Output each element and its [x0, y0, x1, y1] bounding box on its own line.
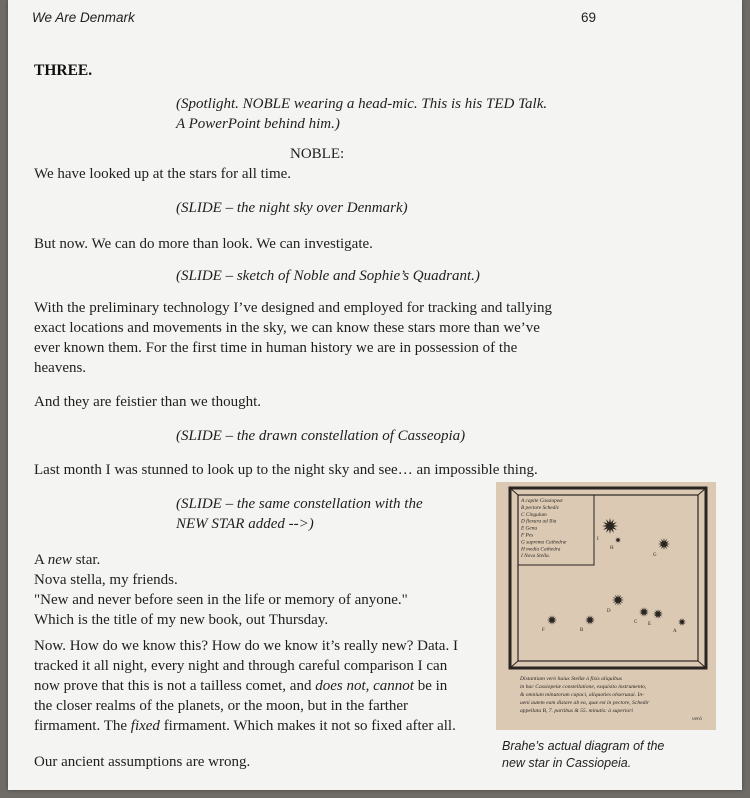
- dialogue-line: Nova stella, my friends.: [34, 572, 178, 588]
- star-c: [634, 607, 652, 627]
- legend-line: C Cingulum: [521, 511, 547, 518]
- star-a: [673, 618, 686, 634]
- dialogue-paragraph: [34, 550, 484, 630]
- star-letter: D: [607, 609, 611, 614]
- figure-caption: [502, 738, 702, 772]
- latin-line: Distantiam verò huius Stellæ à fixis aliquibus: [520, 676, 622, 682]
- stage-direction-slide-sky: (SLIDE – the night sky over Denmark): [176, 200, 408, 216]
- dialogue-line: the closer realms of the planets, or the moon, but in the farther: [34, 698, 409, 714]
- dialogue-paragraph: But now. We can do more than look. We can investigate.: [34, 236, 373, 252]
- legend-line: D flexura ad Ilia: [521, 518, 557, 525]
- dialogue-line: Now. How do we know this? How do we know it’s really new? Data. I: [34, 638, 458, 654]
- star-mark: [658, 538, 670, 550]
- dialogue-text: star.: [71, 552, 101, 568]
- dialogue-line: Which is the title of my new book, out Thursday.: [34, 612, 329, 628]
- legend-line: H media Cathedra: [521, 546, 561, 553]
- dialogue-paragraph: Last month I was stunned to look up to the night sky and see… an impossible thing.: [34, 462, 538, 478]
- star-g: [653, 538, 670, 558]
- dialogue-paragraph: We have looked up at the stars for all time.: [34, 166, 292, 182]
- star-letter: B: [580, 628, 584, 633]
- dialogue-line: ever known them. For the first time in human history we are in possession of the: [34, 340, 518, 356]
- star-e: [648, 609, 663, 627]
- legend-line: B pectore Schedir.: [521, 504, 560, 511]
- dialogue-line: exact locations and movements in the sky, we can know these stars more than we’ve: [34, 320, 540, 336]
- dialogue-paragraph: [34, 636, 494, 736]
- star-letter: H: [610, 546, 614, 551]
- dialogue-paragraph: And they are feistier than we thought.: [34, 394, 262, 410]
- legend-line: F Pes: [521, 532, 534, 539]
- script-page: [8, 0, 742, 790]
- stage-direction-slide-quadrant: (SLIDE – sketch of Noble and Sophie’s Quadrant.): [176, 268, 480, 284]
- stage-direction-spotlight: [176, 94, 596, 134]
- stage-direction-line: (SLIDE – the same constellation with the: [176, 496, 423, 512]
- stage-direction-line: A PowerPoint behind him.): [176, 116, 340, 132]
- emphasis-new: new: [47, 552, 72, 568]
- star-letter: A: [673, 629, 677, 634]
- page-header: We Are Denmark: [32, 10, 135, 25]
- star-h: [610, 537, 621, 551]
- star-letter: C: [634, 620, 638, 625]
- brahe-diagram: [496, 482, 716, 730]
- star-mark: [612, 594, 624, 606]
- emphasis-does-not: does not, cannot: [315, 678, 414, 694]
- emphasis-fixed: fixed: [130, 718, 160, 734]
- dialogue-paragraph: Our ancient assumptions are wrong.: [34, 754, 251, 770]
- brahe-diagram-image: [496, 482, 716, 730]
- star-i: [597, 518, 618, 542]
- latin-text: [519, 675, 702, 722]
- dialogue-text: firmament. The: [34, 718, 131, 734]
- star-letter: I: [597, 537, 599, 542]
- character-name: NOBLE:: [290, 146, 345, 162]
- stage-direction-line: (Spotlight. NOBLE wearing a head-mic. This is his TED Talk.: [176, 96, 548, 112]
- dialogue-text: A: [34, 552, 48, 568]
- dialogue-line: heavens.: [34, 360, 87, 376]
- dialogue-paragraph: [34, 298, 634, 378]
- star-field: [542, 518, 686, 634]
- star-mark: [653, 609, 663, 619]
- star-letter: E: [648, 622, 652, 627]
- latin-line: & omnium minutorum capaci, aliquoties obseruaui. In-: [520, 692, 644, 698]
- star-mark: [615, 537, 621, 543]
- section-heading: THREE.: [34, 62, 93, 79]
- legend-text: [520, 498, 567, 559]
- star-letter: F: [542, 628, 545, 633]
- star-d: [607, 594, 624, 614]
- dialogue-text: be in: [413, 678, 448, 694]
- star-mark: [547, 615, 557, 625]
- legend-line: I Nova Stella.: [521, 553, 550, 560]
- stage-direction-line: NEW STAR added -->): [176, 516, 314, 532]
- dialogue-text: firmament. Which makes it not so fixed after all.: [159, 718, 456, 734]
- star-f: [542, 615, 557, 633]
- star-mark: [639, 607, 649, 617]
- legend-line: A capite Cassiopeæ: [521, 498, 563, 504]
- star-mark: [678, 618, 686, 626]
- dialogue-line: tracked it all night, every night and through careful comparison I can: [34, 658, 448, 674]
- caption-line: new star in Cassiopeia.: [502, 756, 632, 770]
- dialogue-line: "New and never before seen in the life or memory of anyone.": [34, 592, 408, 608]
- star-letter: G: [653, 553, 657, 558]
- latin-line: in hac Cassiopeiæ constellatione, exquisito instrumento,: [520, 684, 647, 690]
- legend-line: E Genu: [521, 525, 538, 532]
- dialogue-text: now prove that this is not a tailless comet, and: [34, 678, 316, 694]
- star-mark: [602, 518, 618, 534]
- star-mark: [585, 615, 595, 625]
- latin-line: ueni autem eam distare ab ea, quæ est in pectore, Schedir: [520, 700, 650, 706]
- latin-line: verò: [692, 716, 702, 722]
- dialogue-line: With the preliminary technology I’ve designed and employed for tracking and tallying: [34, 300, 552, 316]
- caption-line: Brahe’s actual diagram of the: [502, 739, 665, 753]
- page-number: 69: [580, 10, 596, 25]
- latin-line: appellata B, 7. partibus & 55. minutis: à superiori: [520, 708, 633, 714]
- star-b: [580, 615, 595, 633]
- stage-direction-slide-cassiopeia: (SLIDE – the drawn constellation of Casseopia): [176, 428, 466, 444]
- stage-direction-slide-newstar: [176, 494, 476, 534]
- legend-line: G suprema Cathedræ: [521, 539, 567, 546]
